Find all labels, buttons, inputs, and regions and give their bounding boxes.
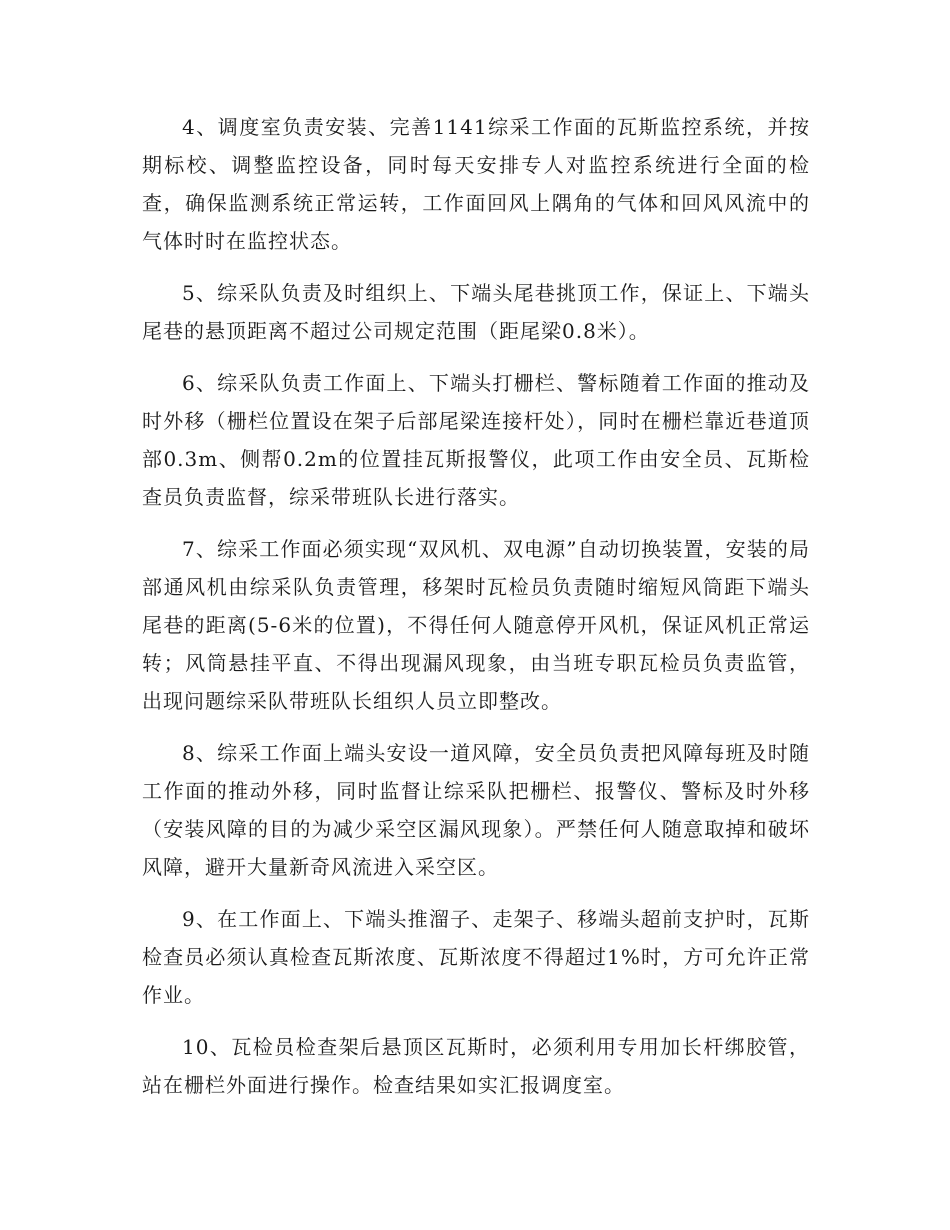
paragraph-item-5: 5、综采队负责及时组织上、下端头尾巷挑顶工作，保证上、下端头尾巷的悬顶距离不超过公司规定范围（距尾梁0.8米）。 [142,281,810,343]
paragraph-item-10: 10、瓦检员检查架后悬顶区瓦斯时，必须利用专用加长杆绑胶管，站在栅栏外面进行操作。检查结果如实汇报调度室。 [142,1035,810,1097]
paragraph-item-8: 8、综采工作面上端头安设一道风障，安全员负责把风障每班及时随工作面的推动外移，同时监督让综采队把栅栏、报警仪、警标及时外移（安装风障的目的为减少采空区漏风现象）。严禁任何人随意取掉和破坏风障，避开大量新奇风流进入采空区。 [142,741,810,879]
paragraph-item-6: 6、综采队负责工作面上、下端头打栅栏、警标随着工作面的推动及时外移（栅栏位置设在架子后部尾梁连接杆处），同时在栅栏靠近巷道顶部0.3m、侧帮0.2m的位置挂瓦斯报警仪，此项工作由安全员、瓦斯检查员负责监督，综采带班队长进行落实。 [142,371,810,509]
paragraph-item-7: 7、综采工作面必须实现“双风机、双电源”自动切换装置，安装的局部通风机由综采队负责管理，移架时瓦检员负责随时缩短风筒距下端头尾巷的距离(5-6米的位置)，不得任何人随意停开风机，保证风机正常运转；风筒悬挂平直、不得出现漏风现象，由当班专职瓦检员负责监管，出现问题综采队带班队长组织人员立即整改。 [142,537,810,713]
paragraph-item-4: 4、调度室负责安装、完善1141综采工作面的瓦斯监控系统，并按期标校、调整监控设备，同时每天安排专人对监控系统进行全面的检查，确保监测系统正常运转，工作面回风上隅角的气体和回风风流中的气体时时在监控状态。 [142,115,810,253]
document-body [142,108,810,1118]
paragraph-item-9: 9、在工作面上、下端头推溜子、走架子、移端头超前支护时，瓦斯检查员必须认真检查瓦斯浓度、瓦斯浓度不得超过1%时，方可允许正常作业。 [142,907,810,1007]
